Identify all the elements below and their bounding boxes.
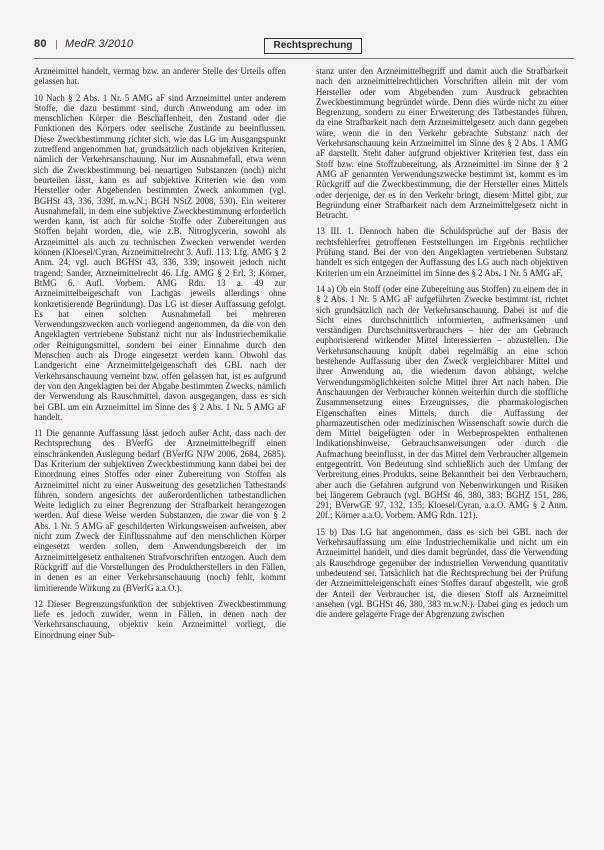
paragraph-continuation: Arzneimittel handelt, vermag bzw. an anderer Stelle des Urteils offen gelassen hat.	[34, 66, 286, 87]
header-separator: |	[55, 38, 58, 50]
paragraph-15: 15 b) Das LG hat angenommen, dass es sich bei GBL nach der Verkehrsauffassung um eine Industriechemikalie und nicht um ein Arzneimittel handelt, und dies damit begründet, dass die Verwendung als Rauschdroge gegenüber der industriellen Verwendung quantitativ unbedeutend sei. Tatsächlich hat die Rechtsprechung bei der Prüfung der Arzneimitteleigenschaft eines Stoffes darauf abgestellt, wie groß der Anteil der Verbraucher ist, die diesen Stoff als Arzneimittel ansehen (vgl. BGHSt 46, 380, 383 m.w.N.). Dabei ging es jedoch um die andere gelagerte Frage der Abgrenzung zwischen	[316, 526, 568, 620]
paragraph-14: 14 a) Ob ein Stoff (oder eine Zubereitung aus Stoffen) zu einem der in § 2 Abs. 1 Nr. 5 AMG aF aufgeführten Zwecke bestimmt ist, richtet sich grundsätzlich nach der Verkehrsanschauung. Dabei ist auf die Sicht eines durchschnittlich informierten, aufmerksamen und verständigen Durchschnittsverbrauchers – hier der am Gebrauch euphorisierend wirkender Mittel Interessierten – abzustellen. Die Verkehrsanschauung knüpft dabei regelmäßig an eine schon bestehende Auffassung über den Zweck vergleichbarer Mittel und ihrer Anwendung an, die wiederum davon abhängt, welche Verwendungsmöglichkeiten solche Mittel ihrer Art nach haben. Die Anschauungen der Verbraucher können weiterhin durch die stoffliche Zusammensetzung eines Erzeugnisses, die pharmakologischen Eigenschaften eines Mittels, durch die Auffassung der pharmazeutischen oder medizinischen Wissenschaft sowie durch die dem Mittel beigefügten oder in Werbeprospekten enthaltenen Indikationshinweise, Gebrauchsanweisungen oder durch die Aufmachung beeinflusst, in der das Mittel dem Verbraucher allgemein entgegentritt. Von Bedeutung sind schließlich auch der Umfang der Verbreitung eines Produkts, seine Bekanntheit bei den Verbrauchern, aber auch die Gefahren aufgrund von Nebenwirkungen und Risiken bei längerem Gebrauch (vgl. BGHSt 46, 380, 383; BGHZ 151, 286, 291; BVerwGE 97, 132, 135; Kloesel/Cyran, a.a.O. AMG § 2 Anm. 20f.; Körner a.a.O. Vorbem. AMG Rdn. 121).	[316, 283, 568, 521]
paragraph-12-continuation: stanz unter den Arzneimittelbegriff und damit auch die Strafbarkeit nach den arzneimittelrechtlichen Vorschriften allein mit der vom Hersteller oder vom Abgebenden zum Ausdruck gebrachten Zweckbestimmung begründet würde. Denn dies würde nicht zu einer Begrenzung, sondern zu einer Erweiterung des Tatbestandes führen, da eine Strafbarkeit nach dem Arzneimittelgesetz auch dann gegeben wäre, wenn die in den Verkehr gebrachte Substanz nach der Verkehrsanschauung kein Arzneimittel im Sinne des § 2 Abs. 1 AMG aF darstellt. Steht daher aufgrund objektiver Kriterien fest, dass ein Stoff bzw. eine Stoffzubereitung, als Arzneimittel im Sinne der § 2 AMG aF genannten Verwendungszwecke bestimmt ist, kommt es im Rückgriff auf die Zweckbestimmung, die der Hersteller eines Mittels oder derjenige, der es in den Verkehr bringt, diesem Mittel gibt, zur Begründung einer Strafbarkeit nach dem Arzneimittelgesetz nicht in Betracht.	[316, 66, 568, 221]
left-column	[34, 66, 286, 846]
paragraph-13: 13 III. 1. Dennoch haben die Schuldsprüche auf der Basis der rechtsfehlerfrei getroffenen Feststellungen im Ergebnis rechtlicher Prüfung stand. Bei der von den Angeklagten vertriebenen Substanz handelt es sich entgegen der Auffassung des LG auch nach objektiven Kriterien um ein Arzneimittel im Sinne des § 2 Abs. 1 Nr. 5 AMG aF.	[316, 226, 568, 278]
running-head	[34, 38, 133, 50]
header-rule	[34, 58, 574, 59]
paragraph-12: 12 Dieser Begrenzungsfunktion der subjektiven Zweckbestimmung liefe es jedoch zuwider, wenn in Fällen, in denen nach der Verkehrsanschauung, objektiv kein Arzneimittel vorliegt, die Einordnung einer Sub-	[34, 598, 286, 640]
paragraph-10: 10 Nach § 2 Abs. 1 Nr. 5 AMG aF sind Arzneimittel unter anderem Stoffe, die dazu bestimmt sind, durch Anwendung am oder im menschlichen Körper die Beschaffenheit, den Zustand oder die Funktionen des Körpers oder seelische Zustände zu beeinflussen. Diese Zweckbestimmung richtet sich, wie das LG im Ausgangspunkt zutreffend angenommen hat, grundsätzlich nach objektiven Kriterien, nämlich der Verkehrsanschauung. Nur im Ausnahmefall, etwa wenn sich die Zweckbestimmung bei neuartigen Substanzen (noch) nicht beurteilen lässt, kann es auf subjektive Kriterien wie den vom Hersteller oder Abgebenden bestimmten Zweck ankommen (vgl. BGHSt 43, 336, 339f. m.w.N.; BGH NStZ 2008, 530). Ein weiterer Ausnahmefall, in dem eine subjektive Zweckbestimmung erforderlich werden kann, ist auch für solche Stoffe oder Zubereitungen aus Stoffen bejaht worden, die, wie z.B. Nitroglycerin, sowohl als Arzneimittel als auch zu technischen Zwecken verwendet werden können (Kloesel/Cyran, Arzneimittelrecht 3. Aufl. 113. Lfg. AMG § 2 Anm. 24; vgl. auch BGHSt 43, 336, 339; insoweit jedoch nicht tragend; Sander, Arzneimittelrecht 46. Lfg. AMG § 2 Erl. 3; Körner, BtMG 6. Aufl. Vorbem. AMG Rdn. 13 a. 49 zur Arzneimittelbeigeschaft von Lachgas jeweils allerdings ohne konkretisierende Begründung). Das LG ist dieser Auffassung gefolgt. Es hat einen solchen Ausnahmefall bei mehreren Verwendungszwecken auch vorliegend angenommen, da die von den Angeklagten vertriebene Substanz nicht nur als Industriechemikalie oder Reinigungsmittel, sondern bei einer Einnahme durch den Menschen auch als Droge eingesetzt werden kann. Obwohl das Landgericht eine Arzneimittelgeigenschaft des GBL nach der Verkehrsanschauung verneint bzw. offen gelassen hat, ist es aufgrund der von den Angeklagten bei der Abgabe bestimmten Zwecks, nämlich der Verwendung als Rauschmittel, davon ausgegangen, dass es sich bei GBL um ein Arzneimittel im Sinne des § 2 Abs. 1 Nr. 5 AMG aF handelt.	[34, 92, 286, 422]
page-number: 80	[34, 38, 47, 50]
section-title: Rechtsprechung	[264, 38, 362, 54]
page-header	[34, 36, 574, 56]
right-column	[316, 66, 568, 846]
journal-issue: MedR 3/2010	[64, 38, 134, 50]
paragraph-11: 11 Die genannte Auffassung lässt jedoch außer Acht, dass nach der Rechtsprechung des BVerfG der Arzneimittelbegriff einen einschränkenden Auslegung bedarf (BVerfG NJW 2006, 2684, 2685). Das Kriterium der subjektiven Zweckbestimmung kann dabei bei der Einordnung eines Stoffes oder einer Zubereitung von Stoffen als Arzneimittel nicht zu einer Ausweitung des gesetzlichen Tatbestands führen, sondern angesichts der außerordentlichen tatbestandlichen Weite lediglich zu einer Begrenzung der Strafbarkeit herangezogen werden. Auf diese Weise werden Substanzen, die zwar die von § 2 Abs. 1 Nr. 5 AMG aF geschilderten Wirkungsweisen aufweisen, aber nicht zum Zweck der Einflussnahme auf den menschlichen Körper eingesetzt werden sollen, dem Anwendungsbereich der im Arzneimittelgesetz enthaltenen Strafvorschriften entzogen. Auch dem Rückgriff auf die Vorstellungen des Produktherstellers in den Fällen, in denen es an einer Verkehrsanschauung (noch) fehlt, kommt limitierende Wirkung zu (BVerfG a.a.O.).	[34, 428, 286, 593]
